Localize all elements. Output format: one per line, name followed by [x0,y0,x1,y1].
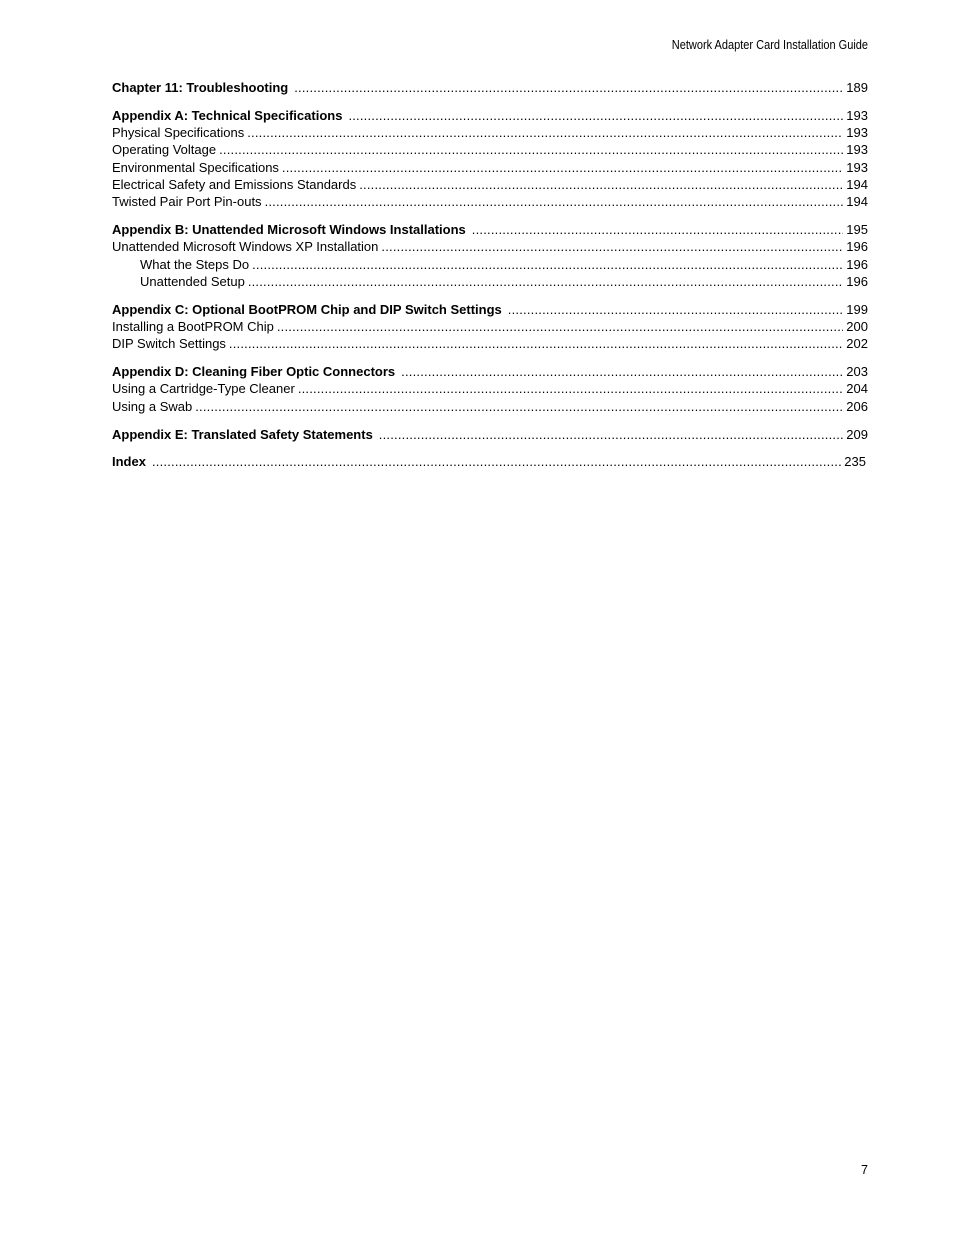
table-of-contents [112,79,868,481]
toc-entry-page: 195 [846,222,868,238]
toc-entry-page: 196 [846,239,868,255]
toc-entry-title: What the Steps Do [140,256,250,272]
toc-entry-unattended-setup[interactable] [112,273,868,290]
toc-entry-appendix-e[interactable] [112,426,868,443]
toc-entry-page: 200 [846,319,868,335]
toc-entry-installing-bootprom-chip[interactable] [112,318,868,335]
toc-entry-title: Chapter 11: Troubleshooting [112,80,289,95]
toc-entry-operating-voltage[interactable] [112,141,868,158]
toc-entry-title: Appendix A: Technical Specifications [112,107,343,123]
toc-entry-using-a-swab[interactable] [112,398,868,415]
toc-entry-page: 209 [846,426,868,442]
toc-entry-title: DIP Switch Settings [112,336,226,352]
toc-entry-appendix-a[interactable] [112,107,868,124]
toc-entry-appendix-d[interactable] [112,363,868,380]
toc-leader [277,318,843,335]
toc-entry-page: 193 [846,107,868,123]
toc-leader [379,426,844,443]
toc-entry-appendix-c[interactable] [112,301,868,318]
toc-entry-title: Unattended Microsoft Windows XP Installation [112,239,379,255]
toc-entry-title: Twisted Pair Port Pin-outs [112,194,262,210]
toc-entry-title: Electrical Safety and Emissions Standards [112,176,357,192]
toc-entry-electrical-safety[interactable] [112,176,868,193]
running-header: Network Adapter Card Installation Guide [671,38,868,52]
toc-entry-title: Appendix E: Translated Safety Statements [112,426,373,442]
page-number: 7 [861,1163,868,1177]
toc-entry-environmental-specifications[interactable] [112,159,868,176]
toc-entry-twisted-pair-pin-outs[interactable] [112,193,868,210]
toc-leader [359,176,843,193]
toc-leader [229,335,843,352]
toc-entry-page: 193 [846,125,868,141]
toc-entry-title: Appendix D: Cleaning Fiber Optic Connectors [112,364,396,380]
toc-entry-page: 193 [846,142,868,158]
toc-entry-title: Environmental Specifications [112,159,279,175]
toc-leader [248,273,843,290]
toc-entry-page: 235 [844,454,866,470]
toc-entry-page: 203 [846,364,868,380]
toc-leader [472,221,844,238]
toc-entry-index[interactable] [112,453,866,470]
toc-entry-appendix-b[interactable] [112,221,868,238]
toc-entry-page: 194 [846,176,868,192]
toc-entry-title: Index [112,454,146,470]
toc-leader [247,124,843,141]
toc-leader [152,453,841,470]
toc-leader [298,380,843,397]
toc-group-chapter-11 [112,79,868,96]
toc-group-appendix-b [112,221,868,290]
toc-entry-unattended-xp-installation[interactable] [112,238,868,255]
toc-entry-page: 199 [846,301,868,317]
toc-entry-title: Installing a BootPROM Chip [112,319,274,335]
toc-leader [508,301,844,318]
toc-leader [348,107,843,124]
toc-group-appendix-a [112,107,868,211]
toc-entry-page: 196 [846,256,868,272]
toc-entry-page: 202 [846,336,868,352]
toc-entry-page: 194 [846,194,868,210]
toc-leader [282,159,843,176]
toc-entry-page: 196 [846,273,868,289]
toc-entry-title: Appendix B: Unattended Microsoft Windows Installations [112,222,466,238]
toc-group-index [112,453,868,470]
toc-leader [195,398,843,415]
toc-entry-title: Using a Swab [112,398,193,414]
toc-entry-title: Physical Specifications [112,125,245,141]
toc-leader [252,256,843,273]
toc-leader [381,238,843,255]
toc-entry-cartridge-type-cleaner[interactable] [112,380,868,397]
toc-group-appendix-d [112,363,868,415]
toc-entry-title: Operating Voltage [112,142,217,158]
toc-leader [219,141,843,158]
toc-leader [294,79,843,96]
toc-group-appendix-e [112,426,868,443]
toc-entry-what-the-steps-do[interactable] [112,256,868,273]
toc-entry-page: 193 [846,159,868,175]
toc-entry-title: Using a Cartridge-Type Cleaner [112,381,295,397]
toc-entry-page: 206 [846,398,868,414]
toc-entry-dip-switch-settings[interactable] [112,335,868,352]
toc-entry-physical-specifications[interactable] [112,124,868,141]
toc-entry-title: Appendix C: Optional BootPROM Chip and DIP Switch Settings [112,301,502,317]
toc-entry-page: 204 [846,381,868,397]
toc-entry-title: Unattended Setup [140,273,245,289]
toc-entry-page: 189 [846,80,868,95]
toc-entry-chapter-11[interactable] [112,79,868,96]
toc-group-appendix-c [112,301,868,353]
toc-leader [265,193,844,210]
toc-leader [401,363,843,380]
